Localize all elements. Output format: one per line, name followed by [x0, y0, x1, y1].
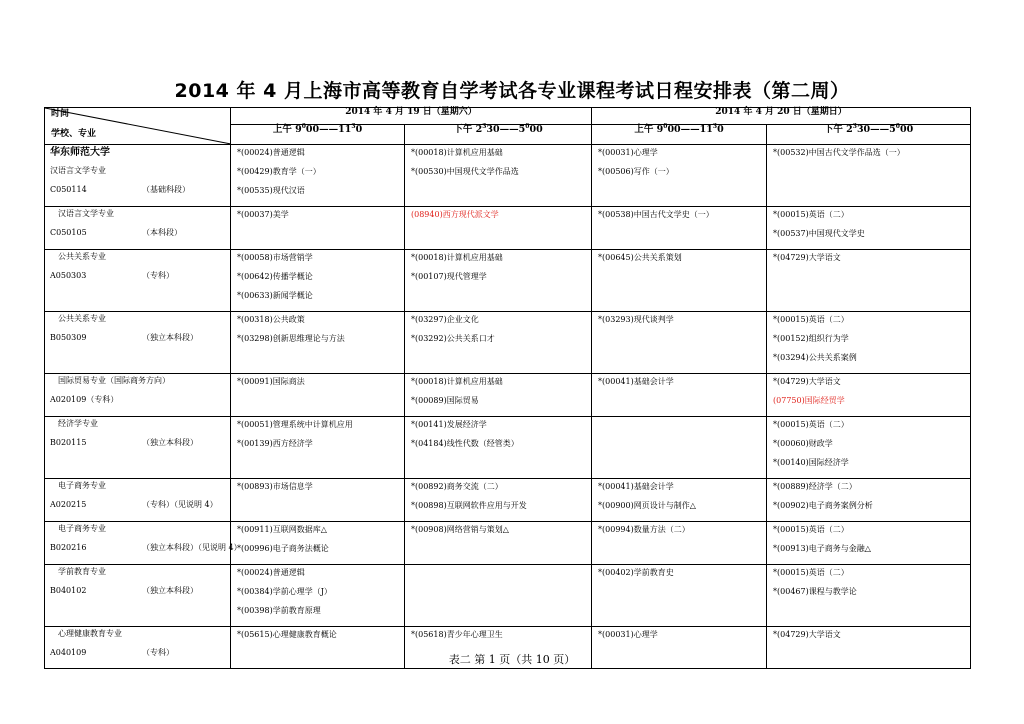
exam-course: *(00889)经济学（二）: [773, 482, 857, 491]
major-level: （专科）（见说明 4）: [142, 500, 218, 509]
exam-course: *(03293)现代谈判学: [598, 315, 674, 324]
exam-course: *(00141)发展经济学: [411, 420, 487, 429]
exam-course: *(00152)组织行为学: [773, 334, 849, 343]
exam-course: *(03292)公共关系口才: [411, 334, 495, 343]
exam-course: *(00467)课程与教学论: [773, 587, 857, 596]
exam-cell: [767, 145, 971, 207]
major-name: 汉语言文学专业: [58, 209, 114, 218]
exam-course: *(04184)线性代数（经管类）: [411, 439, 519, 448]
major-code: C050105: [50, 228, 87, 237]
exam-course: *(04729)大学语文: [773, 253, 841, 262]
exam-course: *(00037)美学: [237, 210, 289, 219]
exam-cell: [231, 145, 405, 207]
exam-cell: [405, 565, 592, 627]
major-name: 心理健康教育专业: [58, 629, 122, 638]
exam-cell: [231, 522, 405, 565]
major-code: A050303: [50, 271, 87, 280]
major-code: B020216: [50, 543, 87, 552]
header-corner: [45, 108, 231, 145]
major-level: （本科段）: [142, 228, 182, 237]
exam-cell: [405, 312, 592, 374]
exam-cell: [767, 565, 971, 627]
table-row: [45, 417, 971, 479]
exam-cell: [767, 312, 971, 374]
exam-cell: [231, 374, 405, 417]
school-major-cell: [45, 417, 231, 479]
exam-course: *(00633)新闻学概论: [237, 291, 313, 300]
exam-cell: [231, 207, 405, 250]
corner-label-school: 学校、专业: [51, 129, 97, 139]
major-name: 电子商务专业: [58, 481, 106, 490]
exam-course: *(00018)计算机应用基础: [411, 377, 503, 386]
exam-course: *(00530)中国现代文学作品选: [411, 167, 519, 176]
school-major-cell: [45, 145, 231, 207]
major-code: A040109: [50, 648, 87, 657]
school-name: 华东师范大学: [50, 147, 110, 158]
major-code: B040102: [50, 586, 87, 595]
exam-cell: [592, 417, 767, 479]
exam-course: *(00900)网页设计与制作△: [598, 501, 696, 510]
exam-course: *(00018)计算机应用基础: [411, 253, 503, 262]
exam-course: *(00107)现代管理学: [411, 272, 487, 281]
exam-cell: [592, 145, 767, 207]
exam-course: *(00538)中国古代文学史（一）: [598, 210, 714, 219]
exam-cell: [405, 250, 592, 312]
major-code: B020115: [50, 438, 87, 447]
exam-course: *(00015)英语（二）: [773, 420, 849, 429]
exam-course: *(00015)英语（二）: [773, 525, 849, 534]
exam-course: *(00994)数量方法（二）: [598, 525, 690, 534]
exam-course: *(00058)市场营销学: [237, 253, 313, 262]
exam-course: *(00642)传播学概论: [237, 272, 313, 281]
table-row: [45, 522, 971, 565]
exam-course: *(00015)英语（二）: [773, 568, 849, 577]
corner-label-time: 时间: [51, 109, 70, 119]
table-row: [45, 312, 971, 374]
exam-course: *(03297)企业文化: [411, 315, 479, 324]
exam-course: *(00535)现代汉语: [237, 186, 305, 195]
exam-course: *(00898)互联网软件应用与开发: [411, 501, 527, 510]
exam-course: *(00024)普通逻辑: [237, 568, 305, 577]
table-row: [45, 250, 971, 312]
major-level: （独立本科段）: [142, 333, 198, 342]
exam-course: *(03298)创新思维理论与方法: [237, 334, 345, 343]
exam-course: *(00089)国际贸易: [411, 396, 479, 405]
exam-course: *(00902)电子商务案例分析: [773, 501, 873, 510]
exam-cell: [405, 374, 592, 417]
day-header-sun: 2014 年 4 月 20 日（星期日）: [592, 108, 971, 125]
exam-course: *(00911)互联网数据库△: [237, 525, 327, 534]
exam-course: *(00893)市场信息学: [237, 482, 313, 491]
exam-cell: [231, 417, 405, 479]
exam-course: *(00051)管理系统中计算机应用: [237, 420, 353, 429]
exam-course: *(00060)财政学: [773, 439, 833, 448]
exam-cell: [405, 522, 592, 565]
slot-sun-morning: 上午 $9^000——11^30$: [592, 125, 767, 145]
exam-cell: [231, 250, 405, 312]
exam-course: *(00892)商务交流（二）: [411, 482, 503, 491]
table-row: [45, 207, 971, 250]
major-name: 学前教育专业: [58, 567, 106, 576]
exam-course: *(00996)电子商务法概论: [237, 544, 329, 553]
major-level: （基础科段）: [142, 185, 190, 194]
major-code: C050114: [50, 185, 87, 194]
exam-cell: [592, 250, 767, 312]
exam-cell: [767, 479, 971, 522]
major-level: （独立本科段）: [142, 586, 198, 595]
major-name: 公共关系专业: [58, 252, 106, 261]
major-code: A020215: [50, 500, 87, 509]
exam-course: *(00024)普通逻辑: [237, 148, 305, 157]
exam-course: *(00091)国际商法: [237, 377, 305, 386]
slot-sat-afternoon: 下午 $2^330——5^000$: [405, 125, 592, 145]
exam-course: *(00041)基础会计学: [598, 377, 674, 386]
major-level: （专科）: [142, 271, 174, 280]
major-name: 国际贸易专业（国际商务方向）: [58, 376, 170, 385]
exam-course: *(00913)电子商务与金融△: [773, 544, 871, 553]
exam-course: *(00398)学前教育原理: [237, 606, 321, 615]
table-row: [45, 479, 971, 522]
exam-course: *(00318)公共政策: [237, 315, 305, 324]
slot-sat-morning: 上午 $9^000——11^30$: [231, 125, 405, 145]
table-row: [45, 145, 971, 207]
exam-course: *(00532)中国古代文学作品选（一）: [773, 148, 905, 157]
school-major-cell: [45, 479, 231, 522]
exam-cell: [767, 374, 971, 417]
exam-cell: [405, 145, 592, 207]
exam-course: (07750)国际经贸学: [773, 396, 845, 405]
school-major-cell: [45, 522, 242, 565]
school-major-cell: [45, 312, 231, 374]
exam-course: *(00015)英语（二）: [773, 315, 849, 324]
exam-course: *(00537)中国现代文学史: [773, 229, 865, 238]
exam-course: *(05615)心理健康教育概论: [237, 630, 337, 639]
school-major-cell: [45, 565, 231, 627]
exam-course: *(00031)心理学: [598, 148, 658, 157]
page-footer: 表二 第 1 页（共 10 页）: [448, 653, 576, 666]
exam-course: *(00031)心理学: [598, 630, 658, 639]
exam-course: *(03294)公共关系案例: [773, 353, 857, 362]
exam-cell: [767, 207, 971, 250]
exam-course: *(00139)西方经济学: [237, 439, 313, 448]
exam-cell: [767, 522, 971, 565]
day-header-sat: 2014 年 4 月 19 日（星期六）: [231, 108, 592, 125]
major-level: （独立本科段）（见说明 4）: [142, 543, 242, 552]
major-level: （独立本科段）: [142, 438, 198, 447]
school-major-cell: [45, 374, 231, 417]
major-name: A020109（专科）: [50, 395, 119, 404]
exam-course: *(00384)学前心理学（J）: [237, 587, 332, 596]
exam-cell: [592, 479, 767, 522]
exam-course: *(04729)大学语文: [773, 630, 841, 639]
exam-course: *(00015)英语（二）: [773, 210, 849, 219]
exam-course: *(05618)青少年心理卫生: [411, 630, 503, 639]
table-row: [45, 374, 971, 417]
table-row: [45, 565, 971, 627]
page-title: 2014 年 4 月上海市高等教育自学考试各专业课程考试日程安排表（第二周）: [174, 80, 850, 102]
exam-course: *(00402)学前教育史: [598, 568, 674, 577]
slot-sun-afternoon: 下午 $2^330——5^000$: [767, 125, 971, 145]
exam-course: *(00041)基础会计学: [598, 482, 674, 491]
exam-course: *(00908)网络营销与策划△: [411, 525, 509, 534]
exam-cell: [405, 417, 592, 479]
schedule-table: [44, 107, 971, 669]
exam-cell: [231, 312, 405, 374]
exam-cell: [592, 207, 767, 250]
exam-course: *(00140)国际经济学: [773, 458, 849, 467]
school-major-cell: [45, 250, 231, 312]
major-code: B050309: [50, 333, 87, 342]
major-name: 汉语言文学专业: [50, 166, 106, 175]
exam-cell: [592, 374, 767, 417]
exam-cell: [405, 479, 592, 522]
exam-cell: [767, 250, 971, 312]
exam-course: *(00645)公共关系策划: [598, 253, 682, 262]
exam-course: *(04729)大学语文: [773, 377, 841, 386]
major-name: 电子商务专业: [58, 524, 106, 533]
exam-cell: [592, 565, 767, 627]
major-level: （专科）: [142, 648, 174, 657]
exam-cell: [405, 207, 592, 250]
major-name: 公共关系专业: [58, 314, 106, 323]
exam-course: *(00506)写作（一）: [598, 167, 674, 176]
exam-cell: [231, 565, 405, 627]
exam-course: (08940)西方现代派文学: [411, 210, 499, 219]
exam-cell: [767, 417, 971, 479]
exam-cell: [231, 479, 405, 522]
school-major-cell: [45, 207, 231, 250]
exam-course: *(00429)教育学（一）: [237, 167, 321, 176]
exam-cell: [592, 312, 767, 374]
exam-cell: [592, 522, 767, 565]
major-name: 经济学专业: [58, 419, 98, 428]
exam-course: *(00018)计算机应用基础: [411, 148, 503, 157]
